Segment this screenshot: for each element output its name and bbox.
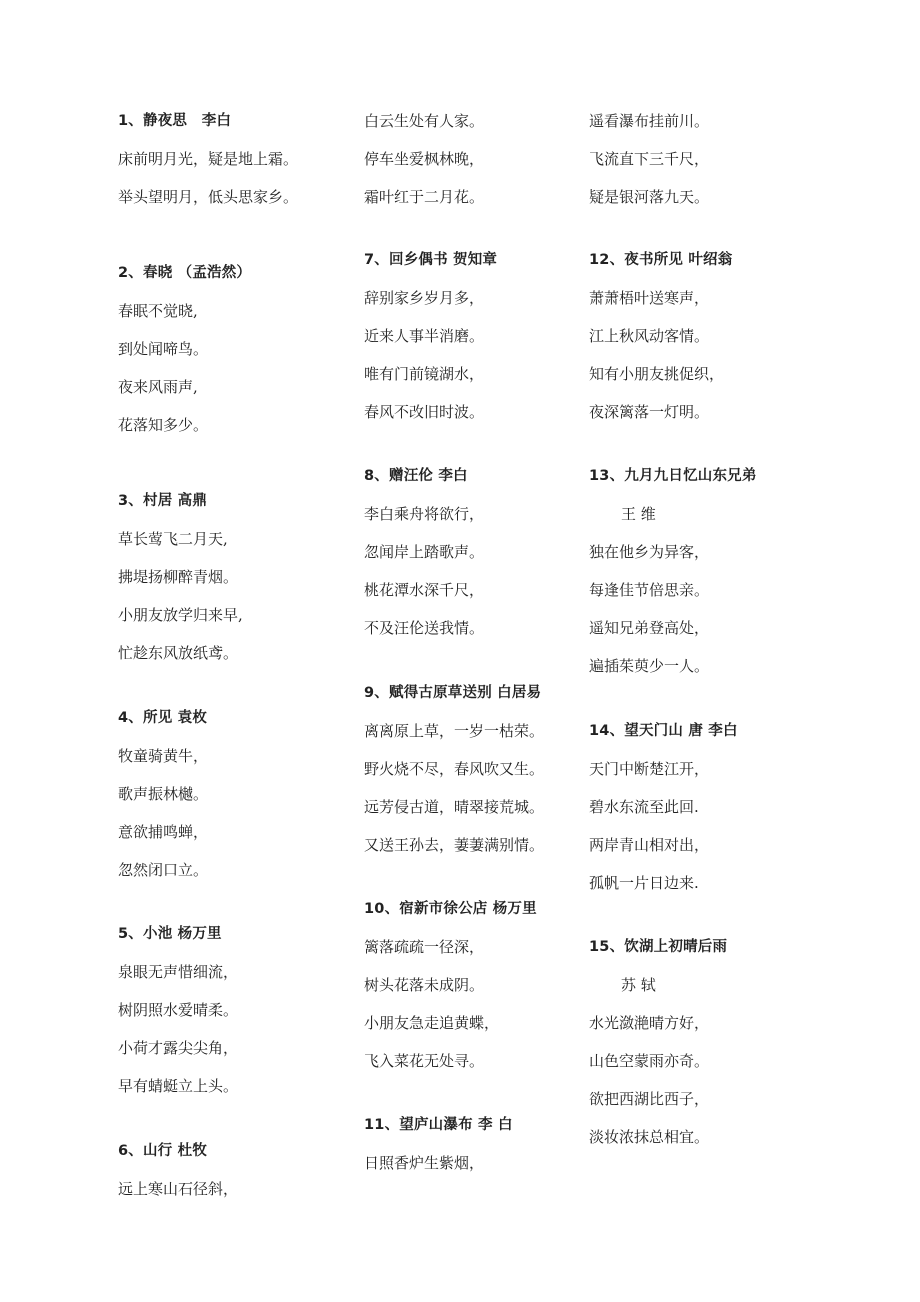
poem-line: 拂堤扬柳醉青烟。 bbox=[118, 568, 239, 586]
poem-line: 忙趁东风放纸鸢。 bbox=[118, 644, 239, 662]
poem-line: 欲把西湖比西子， bbox=[589, 1090, 710, 1108]
poem-line: 山色空蒙雨亦奇。 bbox=[589, 1052, 710, 1070]
poem-title: 15、饮湖上初晴后雨 bbox=[589, 939, 728, 955]
poem-line: 举头望明月，低头思家乡。 bbox=[118, 188, 299, 206]
poem-line: 春眠不觉晓, bbox=[118, 302, 198, 320]
poem-author: 苏 轼 bbox=[621, 976, 656, 994]
poem-line: 天门中断楚江开， bbox=[589, 760, 710, 778]
poem-title: 12、夜书所见 叶绍翁 bbox=[589, 252, 733, 268]
poem-line: 两岸青山相对出， bbox=[589, 836, 710, 854]
poem-line: 远上寒山石径斜， bbox=[118, 1180, 239, 1198]
poem-line: 淡妆浓抹总相宜。 bbox=[589, 1128, 710, 1146]
poem-title: 5、小池 杨万里 bbox=[118, 926, 222, 942]
poem-line: 知有小朋友挑促织， bbox=[589, 365, 725, 383]
poem-line: 夜深篱落一灯明。 bbox=[589, 403, 710, 421]
poem-line: 辞别家乡岁月多， bbox=[364, 289, 485, 307]
poem-title: 8、赠汪伦 李白 bbox=[364, 468, 468, 484]
poem-line: 飞流直下三千尺， bbox=[589, 150, 710, 168]
poem-line: 孤帆一片日边来. bbox=[589, 874, 699, 892]
poem-line: 夜来风雨声, bbox=[118, 378, 198, 396]
poem-line: 疑是银河落九天。 bbox=[589, 188, 710, 206]
poem-line: 泉眼无声惜细流， bbox=[118, 963, 239, 981]
poem-line: 小朋友急走追黄蝶， bbox=[364, 1014, 500, 1032]
poem-line: 树阴照水爱晴柔。 bbox=[118, 1001, 239, 1019]
poem-line: 日照香炉生紫烟， bbox=[364, 1154, 485, 1172]
poem-line: 唯有门前镜湖水， bbox=[364, 365, 485, 383]
poem-line: 遥知兄弟登高处， bbox=[589, 619, 710, 637]
poem-author: 王 维 bbox=[621, 505, 656, 523]
poem-title: 3、村居 高鼎 bbox=[118, 493, 208, 509]
poem-line: 忽闻岸上踏歌声。 bbox=[364, 543, 485, 561]
poem-line: 草长莺飞二月天, bbox=[118, 530, 228, 548]
poem-line: 歌声振林樾。 bbox=[118, 785, 209, 803]
poem-line: 近来人事半消磨。 bbox=[364, 327, 485, 345]
poem-title: 14、望天门山 唐 李白 bbox=[589, 723, 738, 739]
poem-line: 野火烧不尽，春风吹又生。 bbox=[364, 760, 545, 778]
poem-line: 停车坐爱枫林晚， bbox=[364, 150, 485, 168]
poem-line: 遍插茱萸少一人。 bbox=[589, 657, 710, 675]
poem-line: 桃花潭水深千尺， bbox=[364, 581, 485, 599]
poem-line: 又送王孙去，萋萋满别情。 bbox=[364, 836, 545, 854]
poem-title: 13、九月九日忆山东兄弟 bbox=[589, 468, 757, 484]
poem-line: 李白乘舟将欲行， bbox=[364, 505, 485, 523]
poem-line: 忽然闭口立。 bbox=[118, 861, 209, 879]
poem-line: 花落知多少。 bbox=[118, 416, 209, 434]
poem-line: 春风不改旧时波。 bbox=[364, 403, 485, 421]
poem-line: 每逢佳节倍思亲。 bbox=[589, 581, 710, 599]
poem-line: 独在他乡为异客， bbox=[589, 543, 710, 561]
poem-title: 1、静夜思 李白 bbox=[118, 113, 232, 129]
poem-line: 床前明月光，疑是地上霜。 bbox=[118, 150, 299, 168]
poem-title: 10、宿新市徐公店 杨万里 bbox=[364, 901, 537, 917]
poem-line: 江上秋风动客情。 bbox=[589, 327, 710, 345]
poem-title: 4、所见 袁枚 bbox=[118, 710, 208, 726]
poem-line: 远芳侵古道，晴翠接荒城。 bbox=[364, 798, 545, 816]
poem-line: 水光潋滟晴方好， bbox=[589, 1014, 710, 1032]
poem-title: 11、望庐山瀑布 李 白 bbox=[364, 1117, 513, 1133]
poem-line: 篱落疏疏一径深， bbox=[364, 938, 485, 956]
poem-title: 6、山行 杜牧 bbox=[118, 1143, 208, 1159]
poem-line: 碧水东流至此回. bbox=[589, 798, 699, 816]
poem-line: 到处闻啼鸟。 bbox=[118, 340, 209, 358]
poem-line: 不及汪伦送我情。 bbox=[364, 619, 485, 637]
poem-line: 萧萧梧叶送寒声， bbox=[589, 289, 710, 307]
poem-line: 牧童骑黄牛， bbox=[118, 747, 209, 765]
poem-line: 遥看瀑布挂前川。 bbox=[589, 112, 710, 130]
poem-line: 早有蜻蜓立上头。 bbox=[118, 1077, 239, 1095]
poem-line: 离离原上草，一岁一枯荣。 bbox=[364, 722, 545, 740]
poem-line: 树头花落未成阴。 bbox=[364, 976, 485, 994]
poem-line: 白云生处有人家。 bbox=[364, 112, 485, 130]
poem-line: 霜叶红于二月花。 bbox=[364, 188, 485, 206]
poem-title: 7、回乡偶书 贺知章 bbox=[364, 252, 498, 268]
poem-line: 飞入菜花无处寻。 bbox=[364, 1052, 485, 1070]
poem-title: 2、春晓 （孟浩然） bbox=[118, 265, 252, 281]
poem-line: 小朋友放学归来早, bbox=[118, 606, 243, 624]
poem-line: 小荷才露尖尖角， bbox=[118, 1039, 239, 1057]
poem-line: 意欲捕鸣蝉， bbox=[118, 823, 209, 841]
poem-title: 9、赋得古原草送别 白居易 bbox=[364, 685, 542, 701]
